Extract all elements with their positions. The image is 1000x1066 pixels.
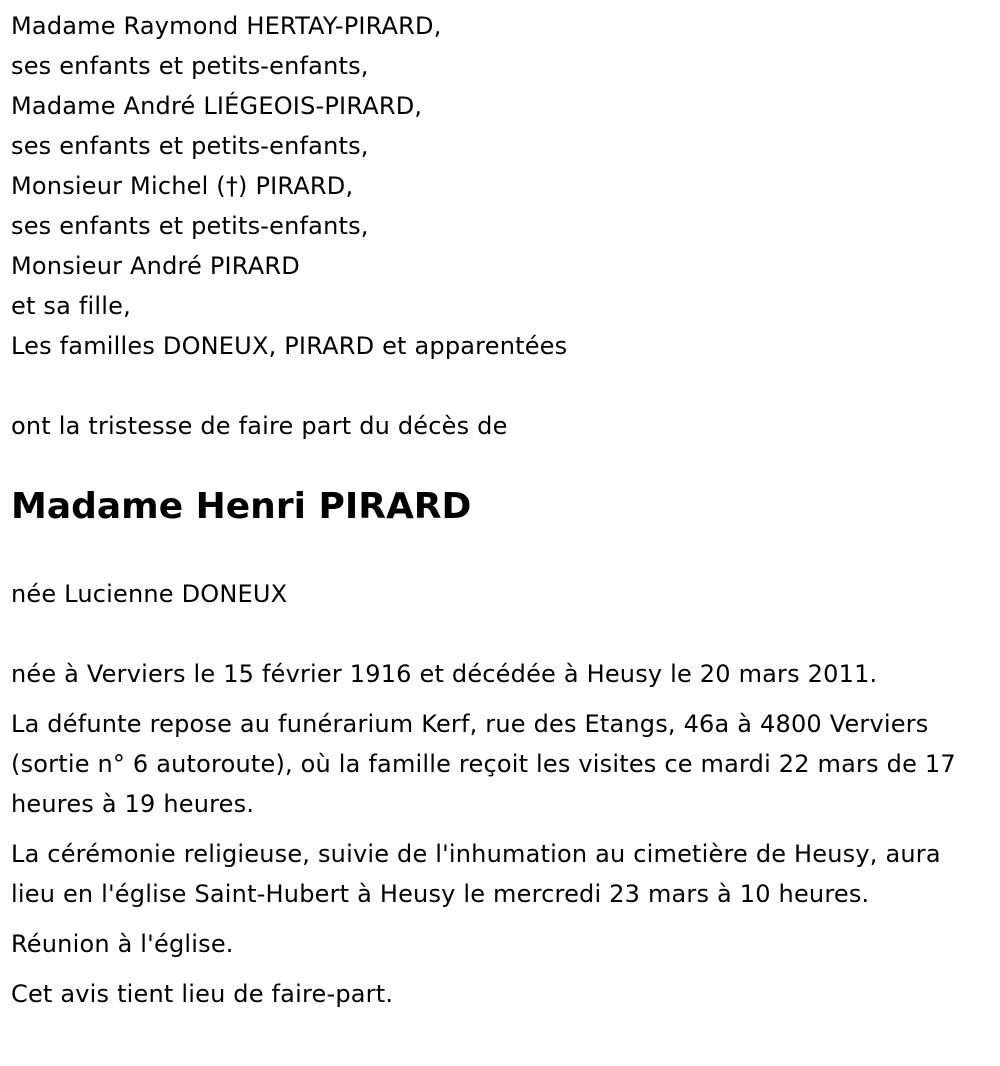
family-line: Monsieur Michel (†) PIRARD,: [11, 172, 354, 200]
family-line: Monsieur André PIRARD: [11, 252, 300, 280]
family-line: Les familles DONEUX, PIRARD et apparentées: [11, 332, 568, 360]
family-line: ses enfants et petits-enfants,: [11, 132, 369, 160]
notice-footer: Cet avis tient lieu de faire-part.: [11, 980, 394, 1008]
announcement-intro: ont la tristesse de faire part du décès de: [11, 412, 508, 440]
gathering-info: Réunion à l'église.: [11, 930, 234, 958]
family-line: et sa fille,: [11, 292, 131, 320]
birth-death-dates: née à Verviers le 15 février 1916 et décédée à Heusy le 20 mars 2011.: [11, 660, 878, 688]
maiden-name: née Lucienne DONEUX: [11, 580, 288, 608]
notice-details: [11, 654, 986, 1024]
family-list: [11, 6, 567, 366]
visitation-info: La défunte repose au funérarium Kerf, rue des Etangs, 46a à 4800 Verviers (sortie n° 6 autoroute), où la famille reçoit les visites ce mardi 22 mars de 17 heures à 19 heures.: [11, 710, 956, 818]
family-line: ses enfants et petits-enfants,: [11, 212, 369, 240]
family-line: ses enfants et petits-enfants,: [11, 52, 369, 80]
family-line: Madame Raymond HERTAY-PIRARD,: [11, 12, 442, 40]
family-line: Madame André LIÉGEOIS-PIRARD,: [11, 92, 423, 120]
ceremony-info: La cérémonie religieuse, suivie de l'inhumation au cimetière de Heusy, aura lieu en l'église Saint-Hubert à Heusy le mercredi 23 mars à 10 heures.: [11, 840, 941, 908]
deceased-name: Madame Henri PIRARD: [11, 486, 472, 527]
